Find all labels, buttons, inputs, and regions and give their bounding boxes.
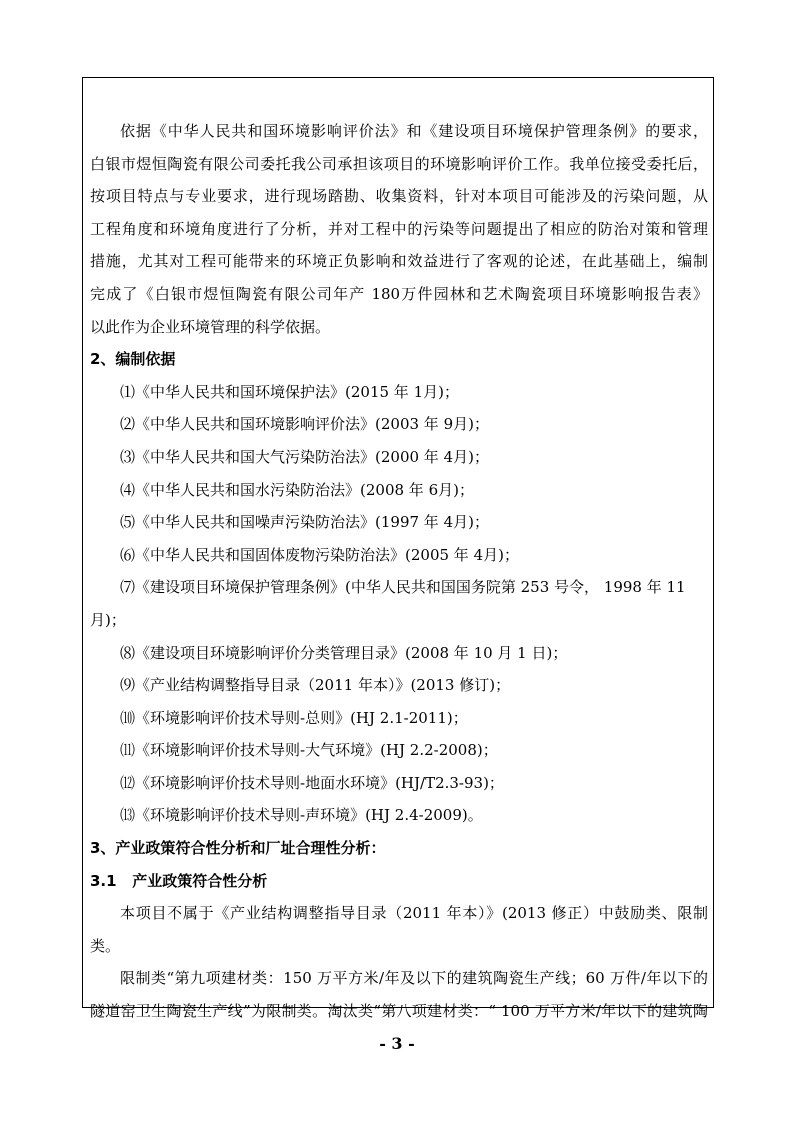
policy-para1-line-1: 本项目不属于《产业结构调整指导目录（2011 年本）》(2013 修正）中鼓励类、限制 xyxy=(120,904,708,923)
section-3-heading: 3、产业政策符合性分析和厂址合理性分析： xyxy=(90,839,386,858)
page-number: - 3 - xyxy=(379,1034,415,1053)
policy-para2-line-2: 隧道窑卫生陶瓷生产线”为限制类。淘汰类“第八项建材类：“ 100 万平方米/年以下的建筑陶 xyxy=(90,1002,708,1021)
basis-item-1: ⑴《中华人民共和国环境保护法》(2015 年 1月)； xyxy=(120,382,459,401)
section-2-heading: 2、编制依据 xyxy=(90,350,176,369)
basis-item-9: ⑼《产业结构调整指导目录（2011 年本）》(2013 修订)； xyxy=(120,676,511,695)
intro-line-4: 工程角度和环境角度进行了分析，并对工程中的污染等问题提出了相应的防治对策和管理 xyxy=(90,219,708,238)
document-body xyxy=(90,115,708,1028)
basis-item-2: ⑵《中华人民共和国环境影响评价法》(2003 年 9月)； xyxy=(120,415,489,434)
basis-item-7-cont: 月)； xyxy=(90,610,126,629)
intro-line-7: 以此作为企业环境管理的科学依据。 xyxy=(90,317,331,336)
intro-line-1: 依据《中华人民共和国环境影响评价法》和《建设项目环境保护管理条例》的要求， xyxy=(120,122,708,140)
intro-line-3: 按项目特点与专业要求，进行现场踏勘、收集资料，针对本项目可能涉及的污染问题，从 xyxy=(90,187,708,206)
basis-item-4: ⑷《中华人民共和国水污染防治法》(2008 年 6月)； xyxy=(120,480,474,499)
basis-item-8: ⑻《建设项目环境影响评价分类管理目录》(2008 年 10 月 1 日)； xyxy=(120,643,568,662)
policy-para1-line-2: 类。 xyxy=(90,936,121,955)
basis-item-5: ⑸《中华人民共和国噪声污染防治法》(1997 年 4月)； xyxy=(120,513,489,532)
intro-line-2: 白银市煜恒陶瓷有限公司委托我公司承担该项目的环境影响评价工作。我单位接受委托后， xyxy=(90,154,708,173)
basis-item-12: ⑿《环境影响评价技术导则-地面水环境》(HJ/T2.3-93)； xyxy=(120,773,504,792)
basis-item-10: ⑽《环境影响评价技术导则-总则》(HJ 2.1-2011)； xyxy=(120,708,468,727)
policy-para2-line-1: 限制类“第九项建材类：150 万平方米/年及以下的建筑陶瓷生产线；60 万件/年以下的 xyxy=(120,969,708,988)
intro-line-5: 措施，尤其对工程可能带来的环境正负影响和效益进行了客观的论述，在此基础上，编制 xyxy=(90,252,708,271)
section-3-1-heading: 3.1 产业政策符合性分析 xyxy=(90,871,268,890)
basis-item-3: ⑶《中华人民共和国大气污染防治法》(2000 年 4月)； xyxy=(120,447,489,466)
basis-item-11: ⑾《环境影响评价技术导则-大气环境》(HJ 2.2-2008)； xyxy=(120,741,498,760)
basis-item-6: ⑹《中华人民共和国固体废物污染防治法》(2005 年 4月)； xyxy=(120,545,519,564)
basis-item-7: ⑺《建设项目环境保护管理条例》(中华人民共和国国务院第 253 号令， 1998 年 11 xyxy=(120,578,686,597)
content-table-frame xyxy=(82,77,714,1021)
intro-line-6: 完成了《白银市煜恒陶瓷有限公司年产 180万件园林和艺术陶瓷项目环境影响报告表》 xyxy=(90,284,708,303)
basis-item-13: ⒀《环境影响评价技术导则-声环境》(HJ 2.4-2009)。 xyxy=(120,806,483,825)
